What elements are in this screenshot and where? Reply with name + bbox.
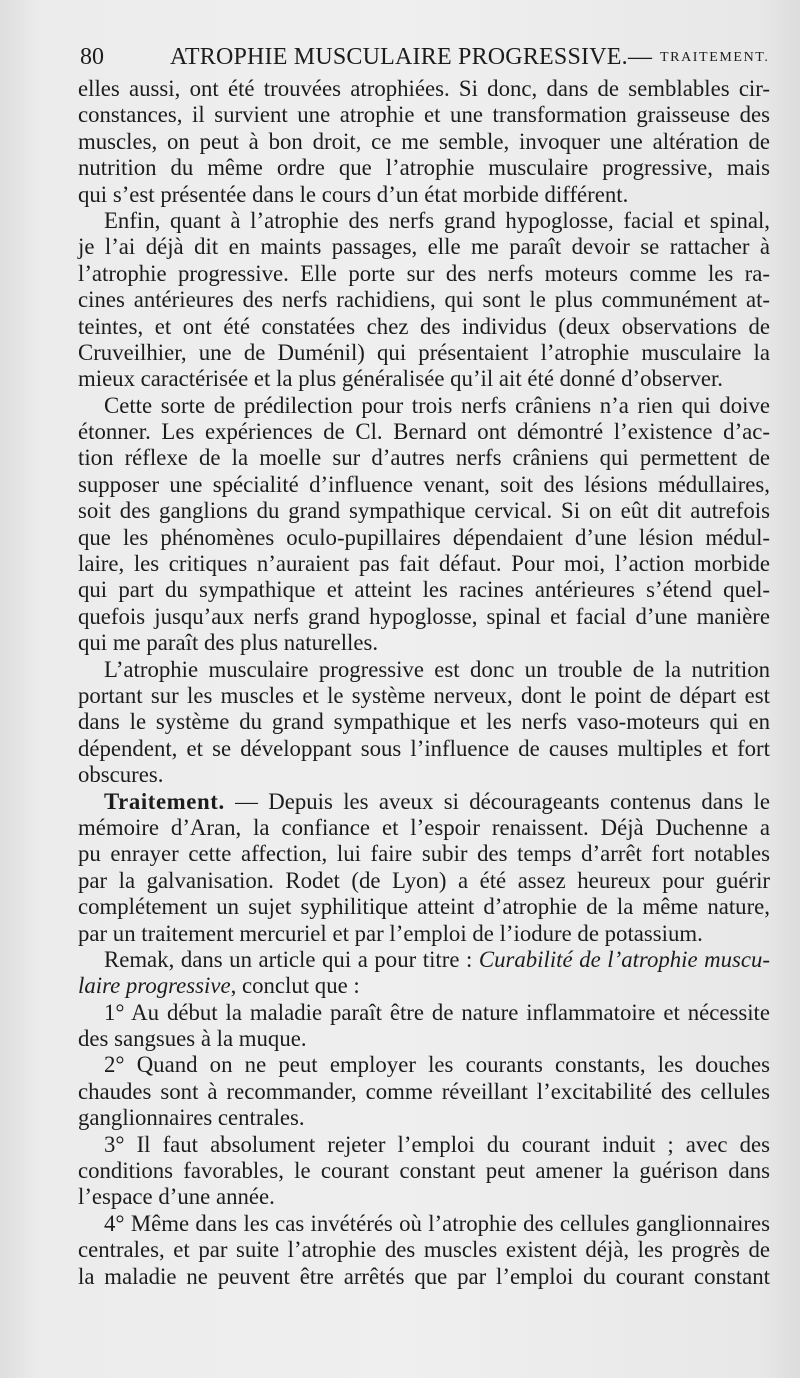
text-line: je l’ai déjà dit en maints passages, elle me paraît devoir se rattacher à: [78, 234, 770, 260]
text-line: chaudes sont à recommander, comme réveillant l’excitabilité des cellules: [78, 1078, 770, 1104]
text-line: mieux caractérisée et la plus généralisée qu’il ait été donné d’observer.: [78, 366, 723, 392]
text-line: complétement un sujet syphilitique atteint d’atrophie de la même nature,: [78, 894, 770, 920]
text-line: des sangsues à la muque.: [78, 1026, 307, 1052]
text-line: quefois jusqu’aux nerfs grand hypoglosse, spinal et facial d’une manière: [78, 603, 770, 629]
text-line: dépendent, et se développant sous l’influence de causes multiples et fort: [78, 735, 770, 761]
text-line: 3° Il faut absolument rejeter l’emploi du courant induit ; avec des: [104, 1131, 770, 1157]
text-line: [78, 789, 770, 815]
page-number: 80: [80, 44, 104, 70]
text-run: , conclut que :: [230, 973, 360, 999]
text-line: par un traitement mercuriel et par l’emploi de l’iodure de potassium.: [78, 920, 703, 946]
text-line: nutrition du même ordre que l’atrophie musculaire progressive, mais: [78, 155, 770, 181]
text-line: qui part du sympathique et atteint les racines antérieures s’étend quel-: [78, 577, 770, 603]
text-line: laire, les critiques n’auraient pas fait défaut. Pour moi, l’action morbide: [78, 551, 770, 577]
text-line: teintes, et ont été constatées chez des individus (deux observations de: [78, 313, 770, 339]
text-line: l’atrophie progressive. Elle porte sur des nerfs moteurs comme les ra-: [78, 260, 770, 286]
section-heading-traitement: Traitement.: [104, 788, 225, 814]
text-line: qui s’est présentée dans le cours d’un état morbide différent.: [78, 181, 629, 207]
article-title: Curabilité de l’atrophie muscu-: [478, 946, 770, 972]
text-line: Enfin, quant à l’atrophie des nerfs grand hypoglosse, facial et spinal,: [104, 207, 770, 233]
text-line: étonner. Les expériences de Cl. Bernard ont démontré l’existence d’ac-: [78, 419, 770, 445]
paragraph-3: [78, 393, 770, 657]
text-line: qui me paraît des plus naturelles.: [78, 630, 379, 656]
paragraph-1: [78, 76, 770, 208]
text-line: portant sur les muscles et le système nerveux, dont le point de départ est: [78, 682, 770, 708]
running-title: ATROPHIE MUSCULAIRE PROGRESSIVE.: [170, 44, 628, 70]
body-text: [78, 76, 770, 1290]
text-line: [78, 947, 770, 973]
header-separator: —: [628, 44, 652, 70]
text-line: muscles, on peut à bon droit, ce me semble, invoquer une altération de: [78, 128, 770, 154]
text-line: obscures.: [78, 762, 164, 788]
paragraph-4: [78, 657, 770, 789]
text-run: — Depuis les aveux si décourageants contenus dans le: [224, 788, 770, 814]
text-line: Cette sorte de prédilection pour trois nerfs crâniens n’a rien qui doive: [104, 392, 770, 418]
text-line: cines antérieures des nerfs rachidiens, qui sont le plus communément at-: [78, 287, 770, 313]
text-line: soit des ganglions du grand sympathique cervical. Si on eût dit autrefois: [78, 498, 770, 524]
text-line: dans le système du grand sympathique et les nerfs vaso-moteurs qui en: [78, 709, 770, 735]
text-line: 2° Quand on ne peut employer les courants constants, les douches: [104, 1052, 770, 1078]
text-line: supposer une spécialité d’influence venant, soit des lésions médullaires,: [78, 471, 770, 497]
text-line: que les phénomènes oculo-pupillaires dépendaient d’une lésion médul-: [78, 524, 770, 550]
text-line: tion réflexe de la moelle sur d’autres nerfs crâniens qui permettent de: [78, 445, 770, 471]
text-line: 1° Au début la maladie paraît être de nature inflammatoire et nécessite: [104, 999, 770, 1025]
text-line: [78, 973, 770, 999]
conclusion-item-1: [78, 1000, 770, 1053]
text-line: elles aussi, ont été trouvées atrophiées. Si donc, dans de semblables cir-: [78, 76, 770, 101]
paragraph-traitement: [78, 789, 770, 947]
text-line: pu enrayer cette affection, lui faire subir des temps d’arrêt fort notables: [78, 841, 770, 867]
text-run: Remak, dans un article qui a pour titre :: [104, 946, 479, 972]
conclusion-item-3: [78, 1132, 770, 1211]
text-line: constances, il survient une atrophie et une transformation graisseuse des: [78, 102, 770, 128]
text-line: 4° Même dans les cas invétérés où l’atrophie des cellules ganglionnaires: [104, 1210, 770, 1236]
running-header: [80, 40, 770, 74]
text-line: conditions favorables, le courant constant peut amener la guérison dans: [78, 1158, 770, 1184]
section-label: TRAITEMENT.: [660, 50, 770, 65]
text-line: ganglionnaires centrales.: [78, 1105, 305, 1131]
paragraph-2: [78, 208, 770, 393]
conclusion-item-4: [78, 1211, 770, 1290]
conclusion-item-2: [78, 1052, 770, 1131]
text-line: centrales, et par suite l’atrophie des muscles existent déjà, les progrès de: [78, 1237, 770, 1263]
text-line: par la galvanisation. Rodet (de Lyon) a été assez heureux pour guérir: [78, 867, 770, 893]
text-line: L’atrophie musculaire progressive est donc un trouble de la nutrition: [104, 656, 770, 682]
text-line: la maladie ne peuvent être arrêtés que par l’emploi du courant constant: [78, 1263, 770, 1289]
text-line: mémoire d’Aran, la confiance et l’espoir renaissent. Déjà Duchenne a: [78, 814, 770, 840]
text-line: Cruveilhier, une de Duménil) qui présentaient l’atrophie musculaire la: [78, 339, 770, 365]
text-line: l’espace d’une année.: [78, 1184, 275, 1210]
paragraph-remak: [78, 947, 770, 1000]
article-title-continued: laire progressive: [78, 973, 231, 999]
